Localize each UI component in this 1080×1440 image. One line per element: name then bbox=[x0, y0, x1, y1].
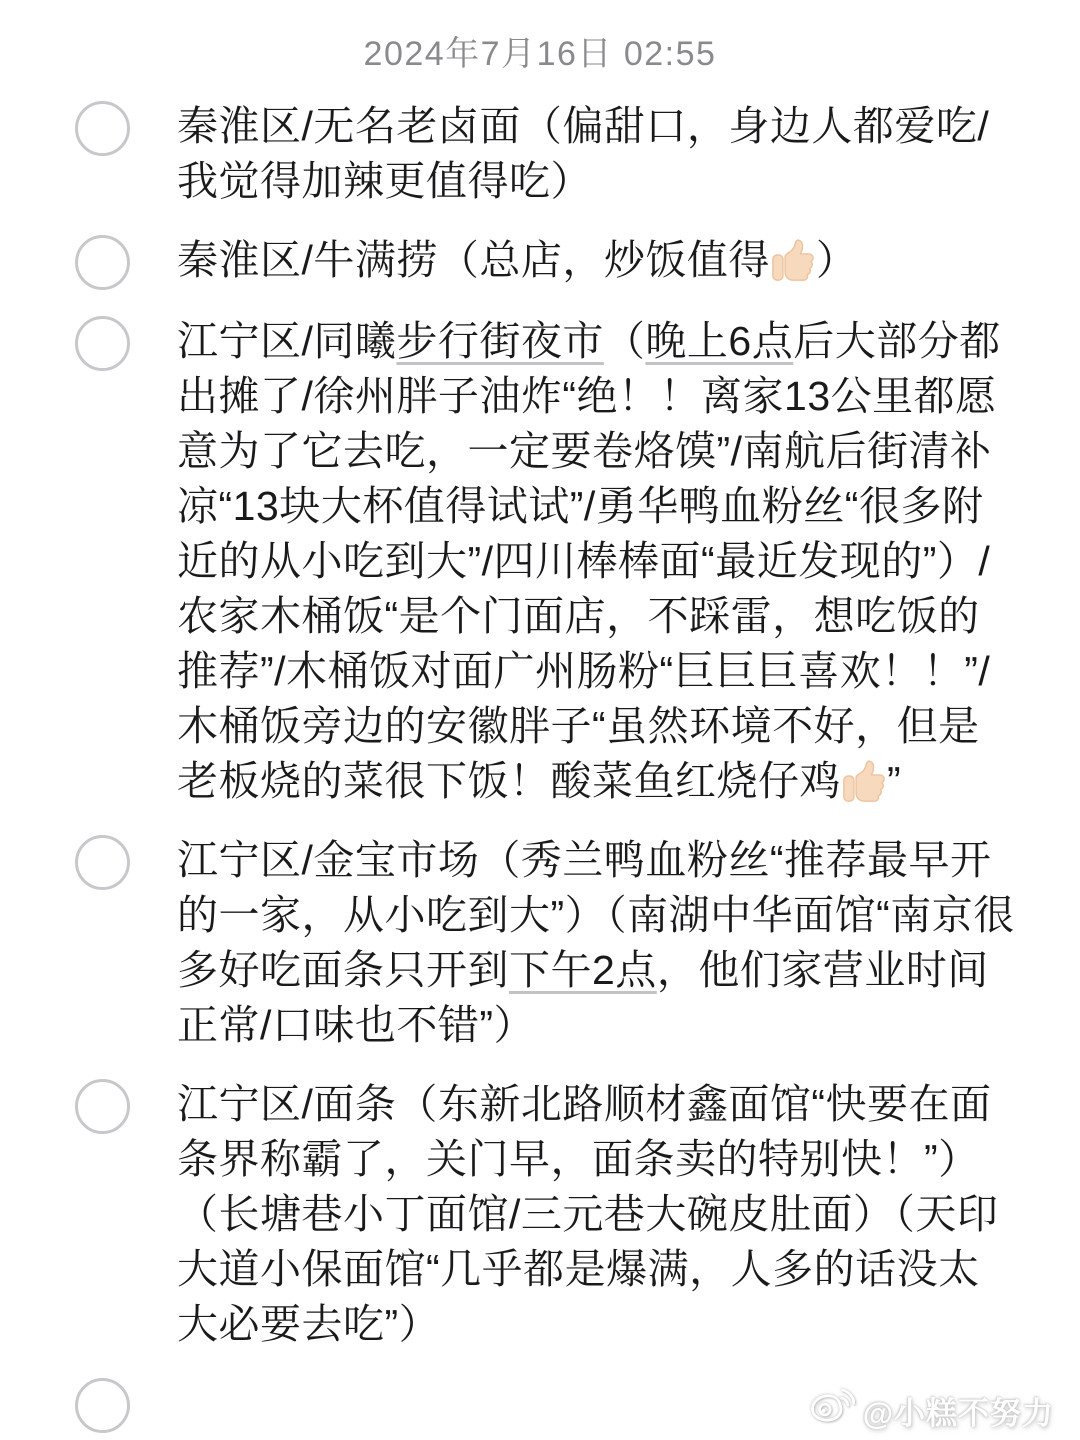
checkbox-circle[interactable] bbox=[75, 235, 130, 290]
detected-link[interactable]: 下午2点 bbox=[509, 947, 657, 993]
text-segment: 秦淮区/无名老卤面（偏甜口，身边人都爱吃/我觉得加辣更值得吃） bbox=[177, 103, 990, 204]
detected-link[interactable]: 步行街夜市 bbox=[396, 318, 604, 364]
weibo-logo-icon bbox=[809, 1386, 855, 1434]
checklist-item bbox=[75, 314, 1080, 809]
checklist-item-text[interactable] bbox=[177, 233, 1019, 288]
watermark-handle: @小糕不努力 bbox=[862, 1395, 1054, 1431]
thumbs-up-emoji bbox=[770, 237, 816, 283]
detected-link[interactable]: 晚上6点 bbox=[645, 318, 794, 364]
checklist bbox=[0, 99, 1080, 1433]
text-segment: ） bbox=[815, 237, 858, 283]
checkbox-circle[interactable] bbox=[75, 1378, 130, 1433]
checklist-item bbox=[75, 833, 1080, 1053]
note-date: 2024年7月16日 02:55 bbox=[363, 35, 717, 73]
text-segment: 后大部分都出摊了/徐州胖子油炸“绝！！离家13公里都愿意为了它去吃，一定要卷烙馍”/南航后街清补凉“13块大杯值得试试”/勇华鸭血粉丝“很多附近的从小吃到大”/四川棒棒面“最近发现的”）/农家木桶饭“是个门面店，不踩雷，想吃饭的推荐”/木桶饭对面广州肠粉“巨巨巨喜欢！！”/木桶饭旁边的安徽胖子“虽然环境不好，但是老板烧的菜很下饭！酸菜鱼红烧仔鸡 bbox=[177, 318, 1001, 804]
checklist-item bbox=[75, 99, 1080, 209]
checkbox-circle[interactable] bbox=[75, 101, 130, 156]
checkbox-circle[interactable] bbox=[75, 1079, 130, 1134]
thumbs-up-emoji bbox=[841, 758, 887, 804]
text-segment: 江宁区/面条（东新北路顺材鑫面馆“快要在面条界称霸了，关门早，面条卖的特别快！”）（长塘巷小丁面馆/三元巷大碗皮肚面）（天印大道小保面馆“几乎都是爆满，人多的话没太大必要去吃”） bbox=[177, 1081, 999, 1347]
text-segment: ” bbox=[887, 758, 902, 804]
text-segment: 秦淮区/牛满捞（总店，炒饭值得 bbox=[177, 237, 770, 283]
checkbox-circle[interactable] bbox=[75, 835, 130, 890]
checklist-item-text[interactable] bbox=[177, 1077, 1019, 1352]
checklist-item bbox=[75, 1077, 1080, 1352]
checklist-item bbox=[75, 233, 1080, 290]
text-segment: 江宁区/同曦 bbox=[177, 318, 397, 364]
checkbox-circle[interactable] bbox=[75, 316, 130, 371]
checklist-item-text[interactable] bbox=[177, 833, 1019, 1053]
text-segment: （ bbox=[603, 318, 646, 364]
text-segment: ，他们家营业时间正常/口味也不错”） bbox=[177, 947, 989, 1048]
checklist-item-text[interactable] bbox=[177, 99, 1019, 209]
checklist-item-text[interactable] bbox=[177, 314, 1019, 809]
watermark bbox=[809, 1386, 1054, 1434]
text-segment: 江宁区/金宝市场（秀兰鸭血粉丝“推荐最早开的一家，从小吃到大”）（南湖中华面馆“南京很多好吃面条只开到 bbox=[177, 837, 1015, 993]
